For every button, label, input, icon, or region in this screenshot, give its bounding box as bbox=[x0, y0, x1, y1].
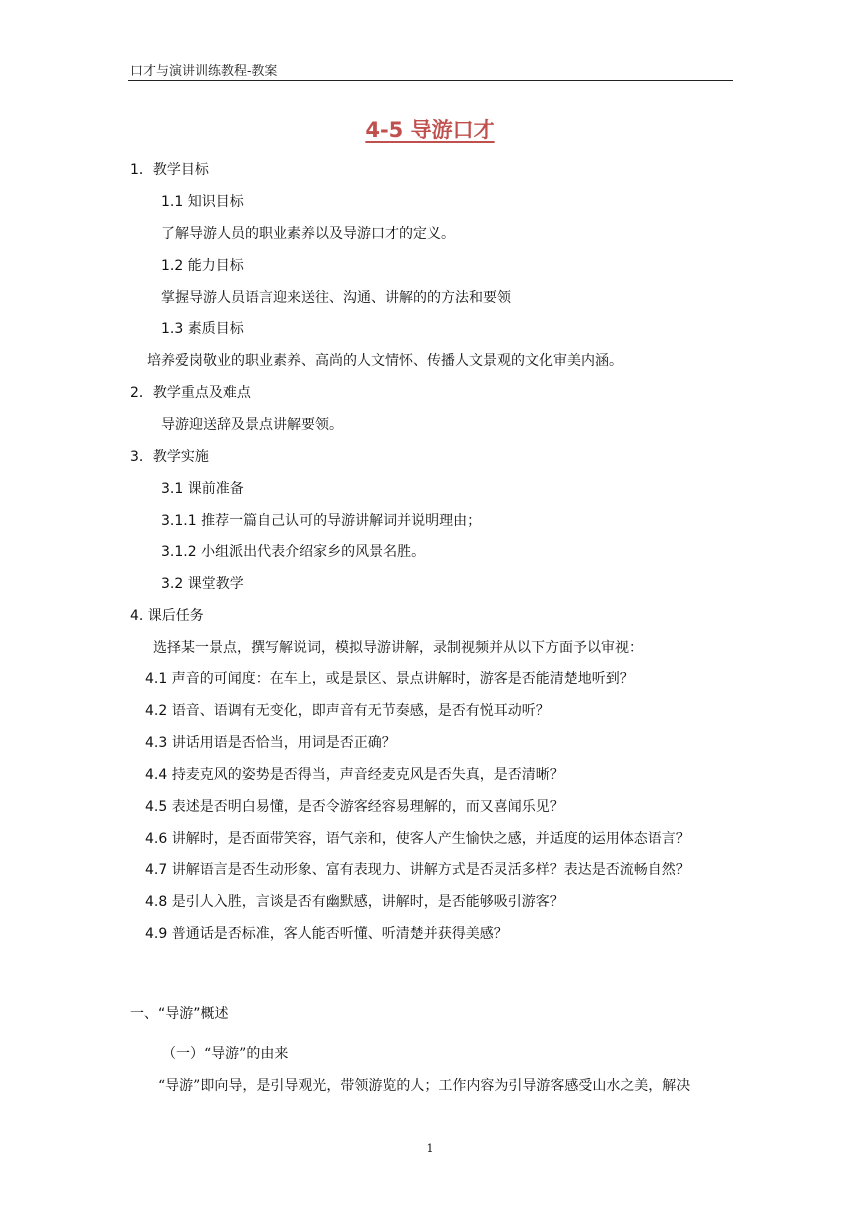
section-1-2-text: 掌握导游人员语言迎来送往、沟通、讲解的的方法和要领 bbox=[161, 290, 511, 306]
section-2-text: 导游迎送辞及景点讲解要领。 bbox=[161, 417, 343, 433]
section-3-1-2-text: 3.1.2 小组派出代表介绍家乡的风景名胜。 bbox=[161, 544, 426, 560]
review-item: 4.3 讲话用语是否恰当，用词是否正确？ bbox=[145, 735, 396, 751]
header-rule bbox=[128, 80, 733, 81]
document-title: 4-5 导游口才 bbox=[365, 118, 495, 142]
section-3-1-heading: 3.1 课前准备 bbox=[161, 481, 244, 497]
section-1-2-heading: 1.2 能力目标 bbox=[161, 258, 244, 274]
section-2-heading: 2．教学重点及难点 bbox=[130, 385, 251, 401]
section-1-3-heading: 1.3 素质目标 bbox=[161, 321, 244, 337]
review-item: 4.5 表述是否明白易懂，是否令游客经容易理解的，而又喜闻乐见？ bbox=[145, 799, 564, 815]
section-1-1-text: 了解导游人员的职业素养以及导游口才的定义。 bbox=[161, 226, 455, 242]
review-item: 4.4 持麦克风的姿势是否得当，声音经麦克风是否失真，是否清晰？ bbox=[145, 767, 564, 783]
review-item: 4.2 语音、语调有无变化，即声音有无节奏感，是否有悦耳动听？ bbox=[145, 703, 550, 719]
review-item: 4.1 声音的可闻度：在车上，或是景区、景点讲解时，游客是否能清楚地听到？ bbox=[145, 671, 634, 687]
review-item: 4.8 是引人入胜，言谈是否有幽默感，讲解时，是否能够吸引游客？ bbox=[145, 894, 564, 910]
section-1-3-text: 培养爱岗敬业的职业素养、高尚的人文情怀、传播人文景观的文化审美内涵。 bbox=[147, 353, 623, 369]
part-1-heading: 一、“导游”概述 bbox=[130, 1006, 229, 1022]
page-number: 1 bbox=[426, 1142, 434, 1155]
review-item: 4.7 讲解语言是否生动形象、富有表现力、讲解方式是否灵活多样？表达是否流畅自然？ bbox=[145, 862, 690, 878]
section-3-1-1-text: 3.1.1 推荐一篇自己认可的导游讲解词并说明理由； bbox=[161, 513, 482, 529]
part-1-1-heading: （一）“导游”的由来 bbox=[162, 1046, 289, 1062]
section-4-intro: 选择某一景点，撰写解说词，模拟导游讲解，录制视频并从以下方面予以审视： bbox=[153, 640, 643, 656]
section-1-heading: 1．教学目标 bbox=[130, 162, 209, 178]
section-1-1-heading: 1.1 知识目标 bbox=[161, 194, 244, 210]
review-item: 4.9 普通话是否标准，客人能否听懂、听清楚并获得美感？ bbox=[145, 926, 508, 942]
section-3-heading: 3．教学实施 bbox=[130, 449, 209, 465]
section-3-2-heading: 3.2 课堂教学 bbox=[161, 576, 244, 592]
page-header: 口才与演讲训练教程-教案 bbox=[130, 64, 278, 79]
review-item: 4.6 讲解时，是否面带笑容，语气亲和，使客人产生愉快之感，并适度的运用体态语言？ bbox=[145, 831, 690, 847]
section-4-heading: 4. 课后任务 bbox=[130, 608, 204, 624]
part-1-1-text: “导游”即向导，是引导观光，带领游览的人；工作内容为引导游客感受山水之美，解决 bbox=[158, 1078, 691, 1094]
